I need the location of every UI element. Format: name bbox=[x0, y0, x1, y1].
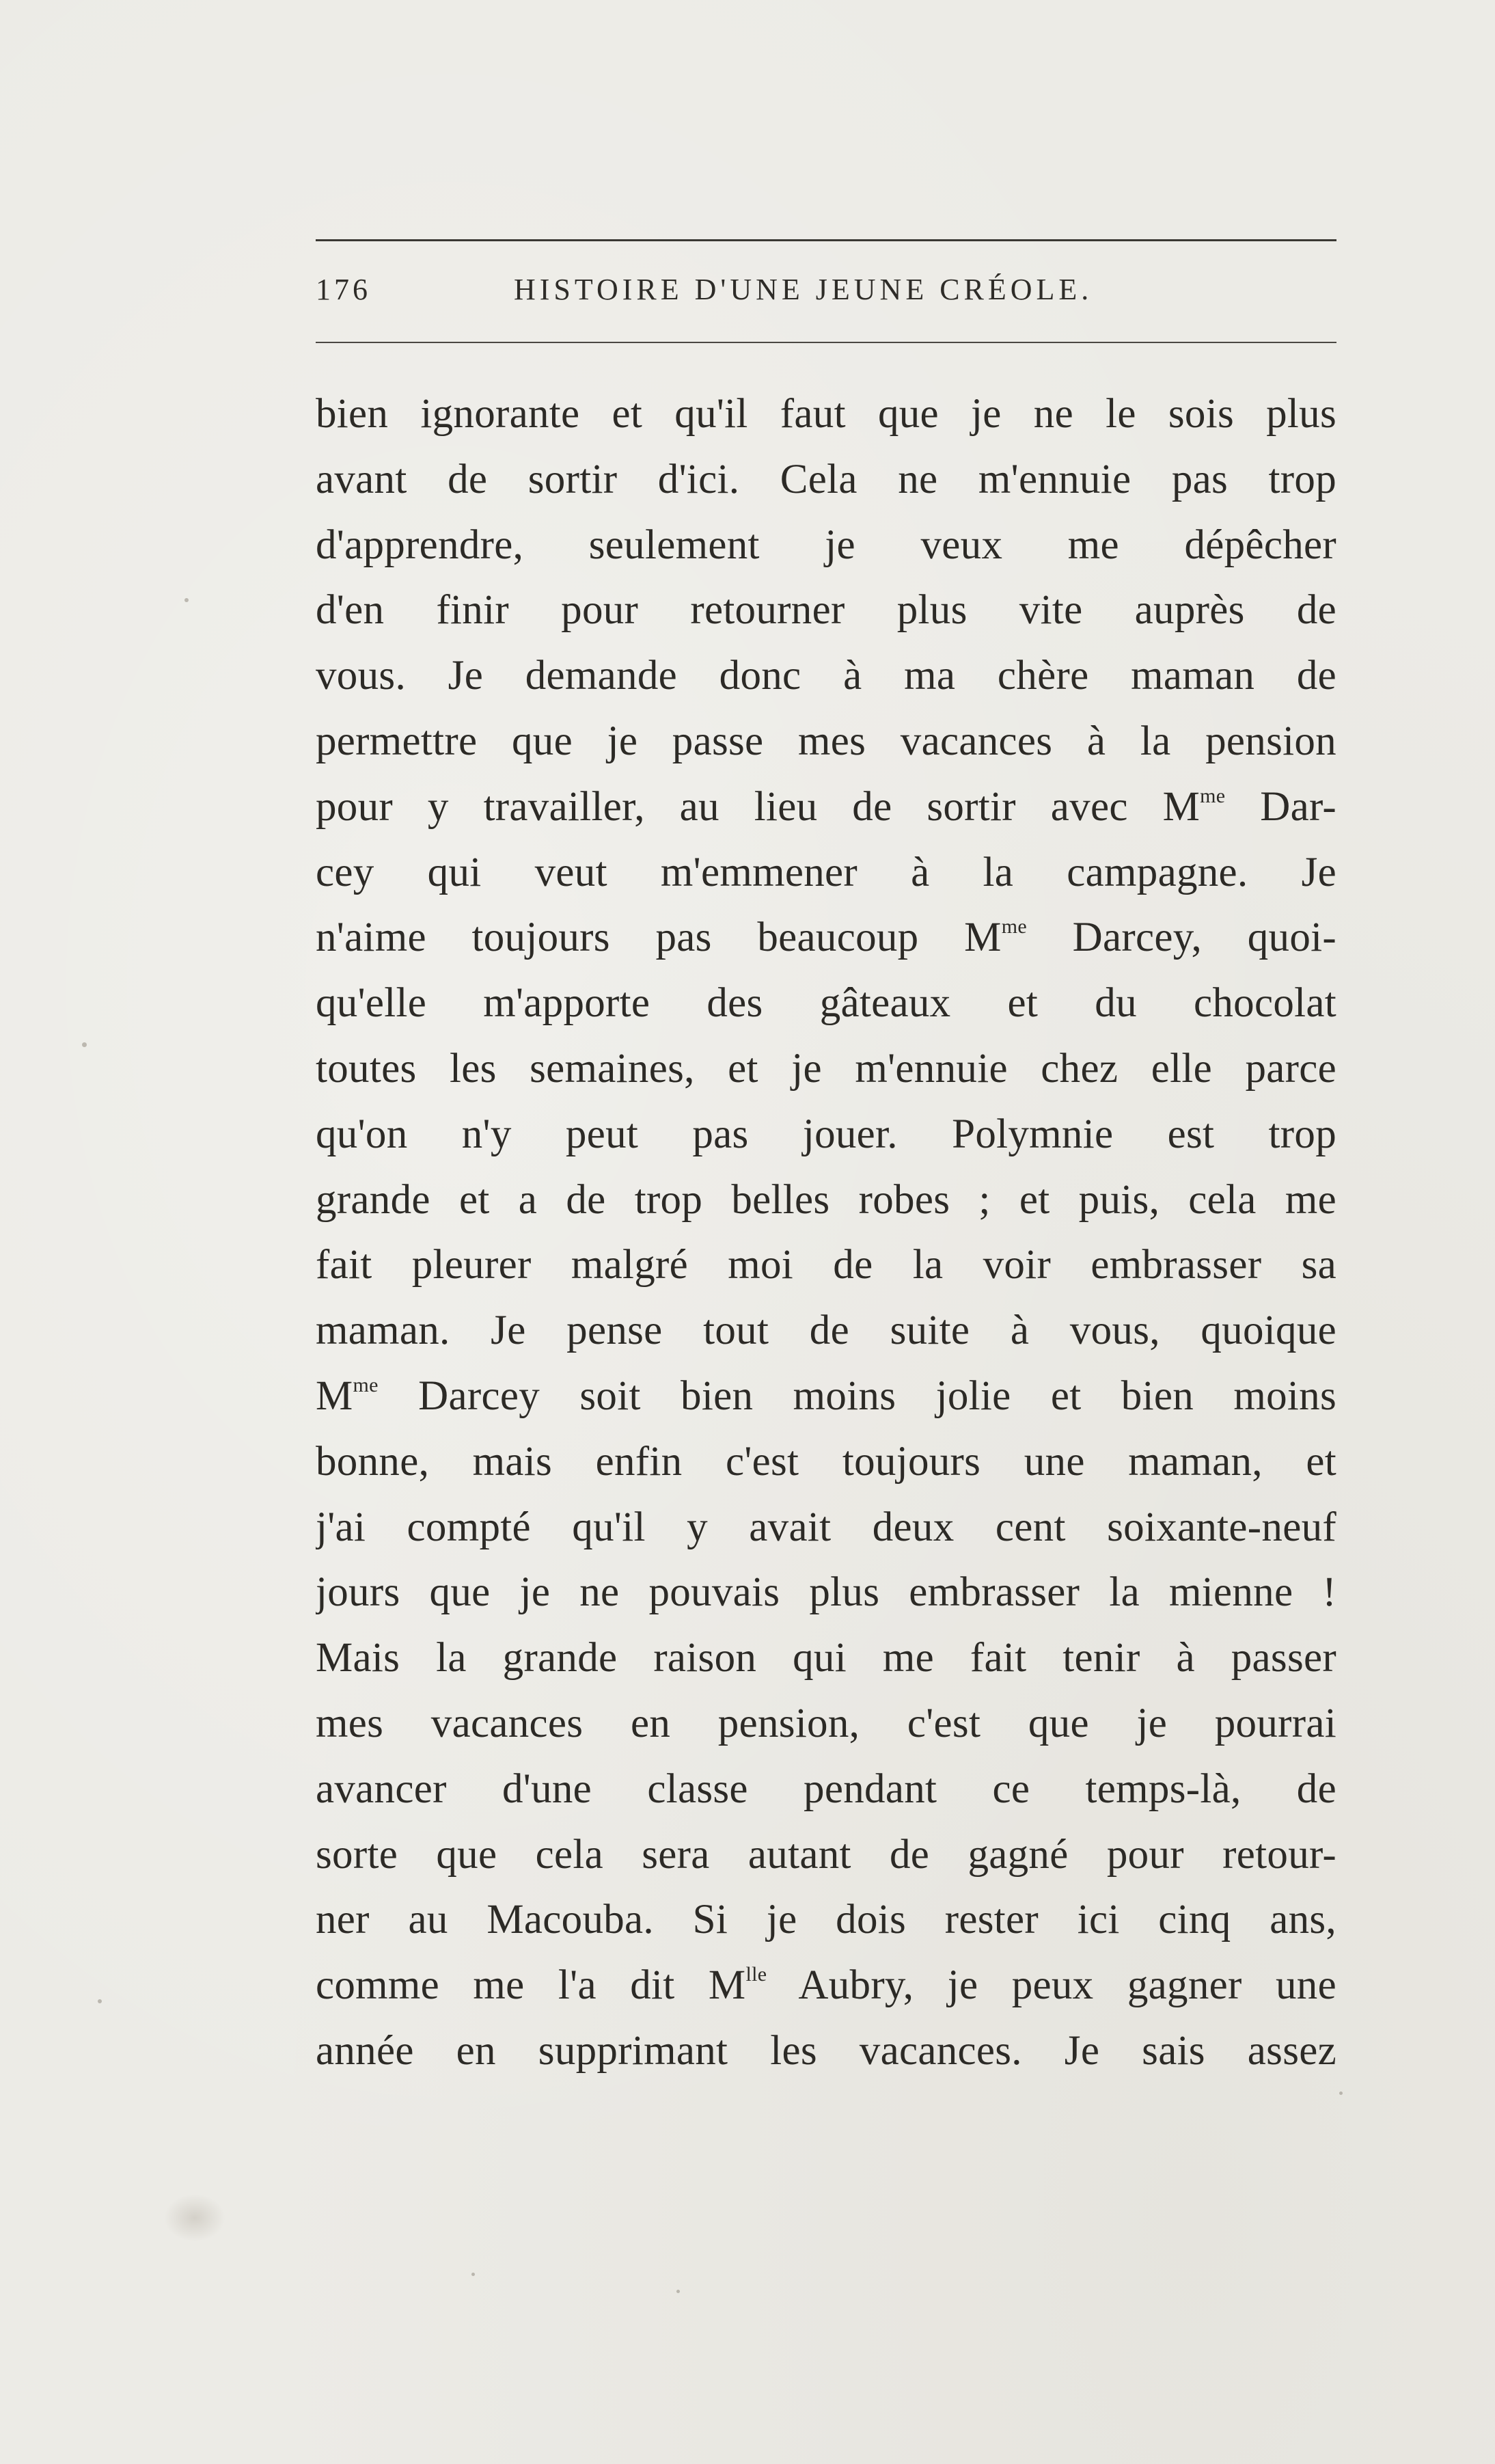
text-line: qu'on n'y peut pas jouer. Polymnie est trop bbox=[316, 1111, 1336, 1157]
text-line: maman. Je pense tout de suite à vous, quoique bbox=[316, 1308, 1336, 1354]
text-line: n'aime toujours pas beaucoup $M^{me}$ Darcey, quoi- bbox=[316, 915, 1336, 961]
text-line: Mais la grande raison qui me fait tenir à passer bbox=[316, 1635, 1336, 1681]
text-line: permettre que je passe mes vacances à la pension bbox=[316, 718, 1336, 764]
running-head bbox=[316, 272, 1336, 320]
text-line: bien ignorante et qu'il faut que je ne le sois plus bbox=[316, 391, 1336, 437]
text-line: qu'elle m'apporte des gâteaux et du chocolat bbox=[316, 980, 1336, 1027]
text-line: mes vacances en pension, c'est que je pourrai bbox=[316, 1700, 1336, 1746]
paper-speck bbox=[98, 1999, 102, 2003]
running-title: HISTOIRE D'UNE JEUNE CRÉOLE. bbox=[514, 273, 1093, 306]
text-line: d'apprendre, seulement je veux me dépêcher bbox=[316, 522, 1336, 568]
paper-smudge bbox=[164, 2194, 225, 2242]
text-line: pour y travailler, au lieu de sortir avec $M^{me}$ Dar- bbox=[316, 783, 1336, 830]
text-line: toutes les semaines, et je m'ennuie chez elle parce bbox=[316, 1045, 1336, 1092]
text-line: j'ai compté qu'il y avait deux cent soixante-neuf bbox=[316, 1504, 1336, 1550]
paper-speck bbox=[184, 598, 189, 602]
text-line: d'en finir pour retourner plus vite auprès de bbox=[316, 587, 1336, 634]
text-line: ner au Macouba. Si je dois rester ici cinq ans, bbox=[316, 1897, 1336, 1943]
superscript: me bbox=[353, 1373, 379, 1396]
header-top-rule bbox=[316, 239, 1336, 241]
superscript: lle bbox=[745, 1963, 767, 1986]
text-line: vous. Je demande donc à ma chère maman de bbox=[316, 653, 1336, 699]
body-text bbox=[316, 381, 1336, 2084]
header-bottom-rule bbox=[316, 342, 1336, 343]
text-line: année en supprimant les vacances. Je sais assez bbox=[316, 2027, 1336, 2074]
paper-speck bbox=[676, 2290, 680, 2293]
paper-speck bbox=[471, 2273, 475, 2276]
text-line: avancer d'une classe pendant ce temps-là, de bbox=[316, 1765, 1336, 1812]
text-line: bonne, mais enfin c'est toujours une maman, et bbox=[316, 1438, 1336, 1485]
text-line: avant de sortir d'ici. Cela ne m'ennuie pas trop bbox=[316, 456, 1336, 502]
text-line: fait pleurer malgré moi de la voir embrasser sa bbox=[316, 1242, 1336, 1288]
text-line: jours que je ne pouvais plus embrasser la mienne ! bbox=[316, 1569, 1336, 1616]
paper-speck bbox=[82, 1042, 87, 1047]
text-line: $M^{me}$ Darcey soit bien moins jolie et bien moins bbox=[316, 1372, 1336, 1419]
superscript: me bbox=[1200, 784, 1226, 807]
text-line: sorte que cela sera autant de gagné pour retour- bbox=[316, 1831, 1336, 1878]
text-line: cey qui veut m'emmener à la campagne. Je bbox=[316, 849, 1336, 895]
text-line: comme me l'a dit $M^{lle}$ Aubry, je peux gagner une bbox=[316, 1962, 1336, 2009]
paper-speck bbox=[1339, 2091, 1343, 2095]
text-line: grande et a de trop belles robes ; et puis, cela me bbox=[316, 1176, 1336, 1223]
superscript: me bbox=[1001, 915, 1027, 938]
page-number: 176 bbox=[316, 273, 371, 306]
